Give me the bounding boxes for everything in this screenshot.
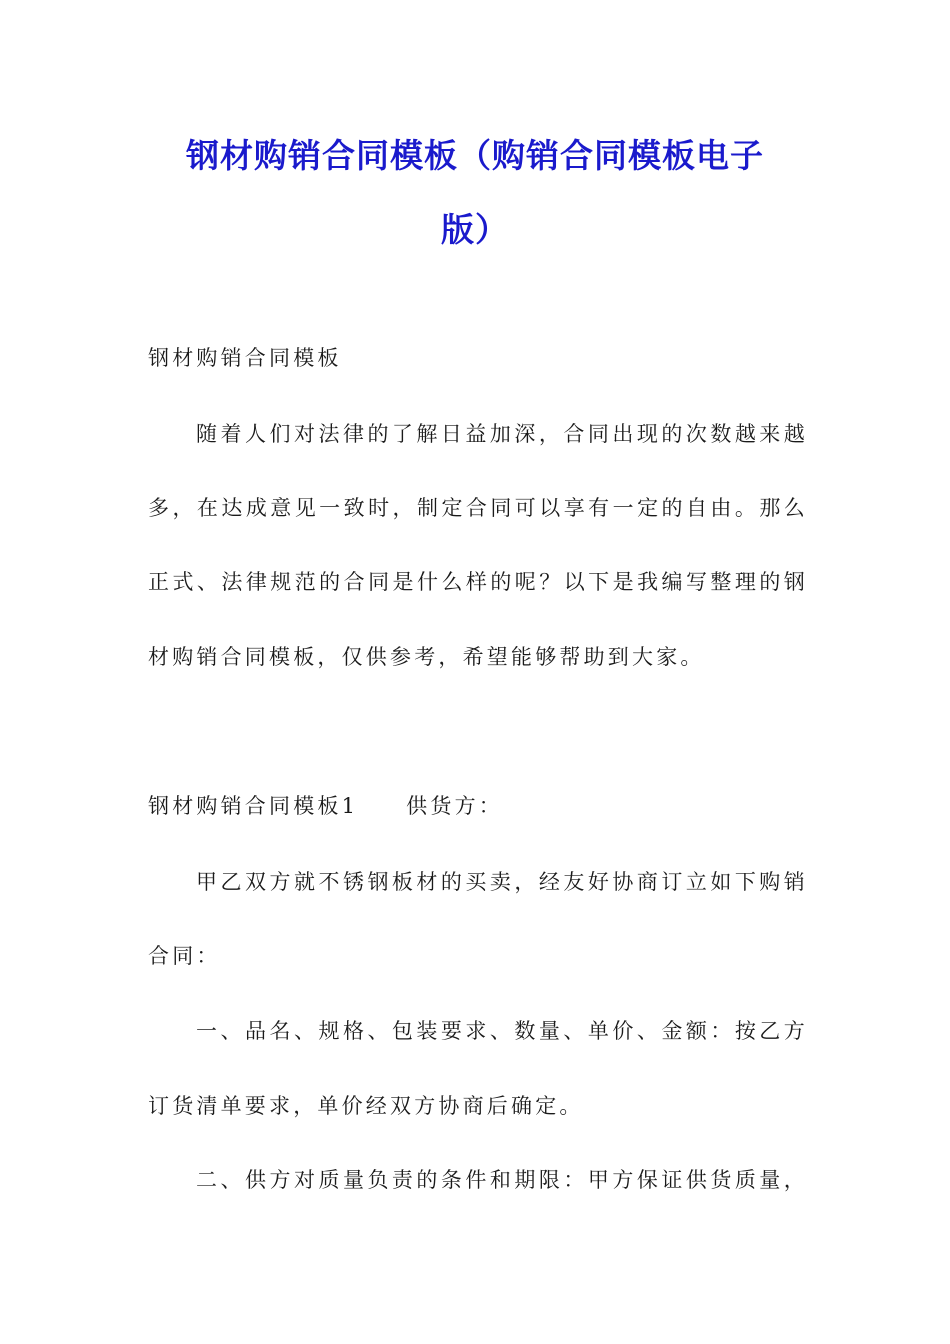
contract-heading — [148, 796, 808, 817]
paragraph-2-line-2: 订货清单要求，单价经双方协商后确定。 — [148, 1094, 584, 1118]
paragraph-1-line-2: 合同： — [148, 944, 221, 968]
intro-line-4: 材购销合同模板，仅供参考，希望能够帮助到大家。 — [148, 645, 705, 669]
document-title-line-2: 版） — [441, 210, 509, 249]
intro-line-1: 随着人们对法律的了解日益加深，合同出现的次数越来越 — [196, 422, 808, 446]
document-title-line-1: 钢材购销合同模板（购销合同模板电子 — [186, 136, 764, 175]
paragraph-2-line-1: 一、品名、规格、包装要求、数量、单价、金额：按乙方 — [196, 1019, 808, 1043]
paragraph-1-line-1: 甲乙双方就不锈钢板材的买卖，经友好协商订立如下购销 — [196, 870, 808, 894]
paragraph-3-line-1: 二、供方对质量负责的条件和期限：甲方保证供货质量， — [196, 1168, 808, 1192]
intro-line-2: 多，在达成意见一致时，制定合同可以享有一定的自由。那么 — [148, 496, 808, 520]
section-heading: 钢材购销合同模板 — [148, 346, 342, 370]
intro-line-3: 正式、法律规范的合同是什么样的呢？以下是我编写整理的钢 — [148, 570, 808, 594]
supplier-label: 供货方： — [406, 794, 503, 818]
contract-heading-title: 钢材购销合同模板1 — [148, 794, 359, 818]
